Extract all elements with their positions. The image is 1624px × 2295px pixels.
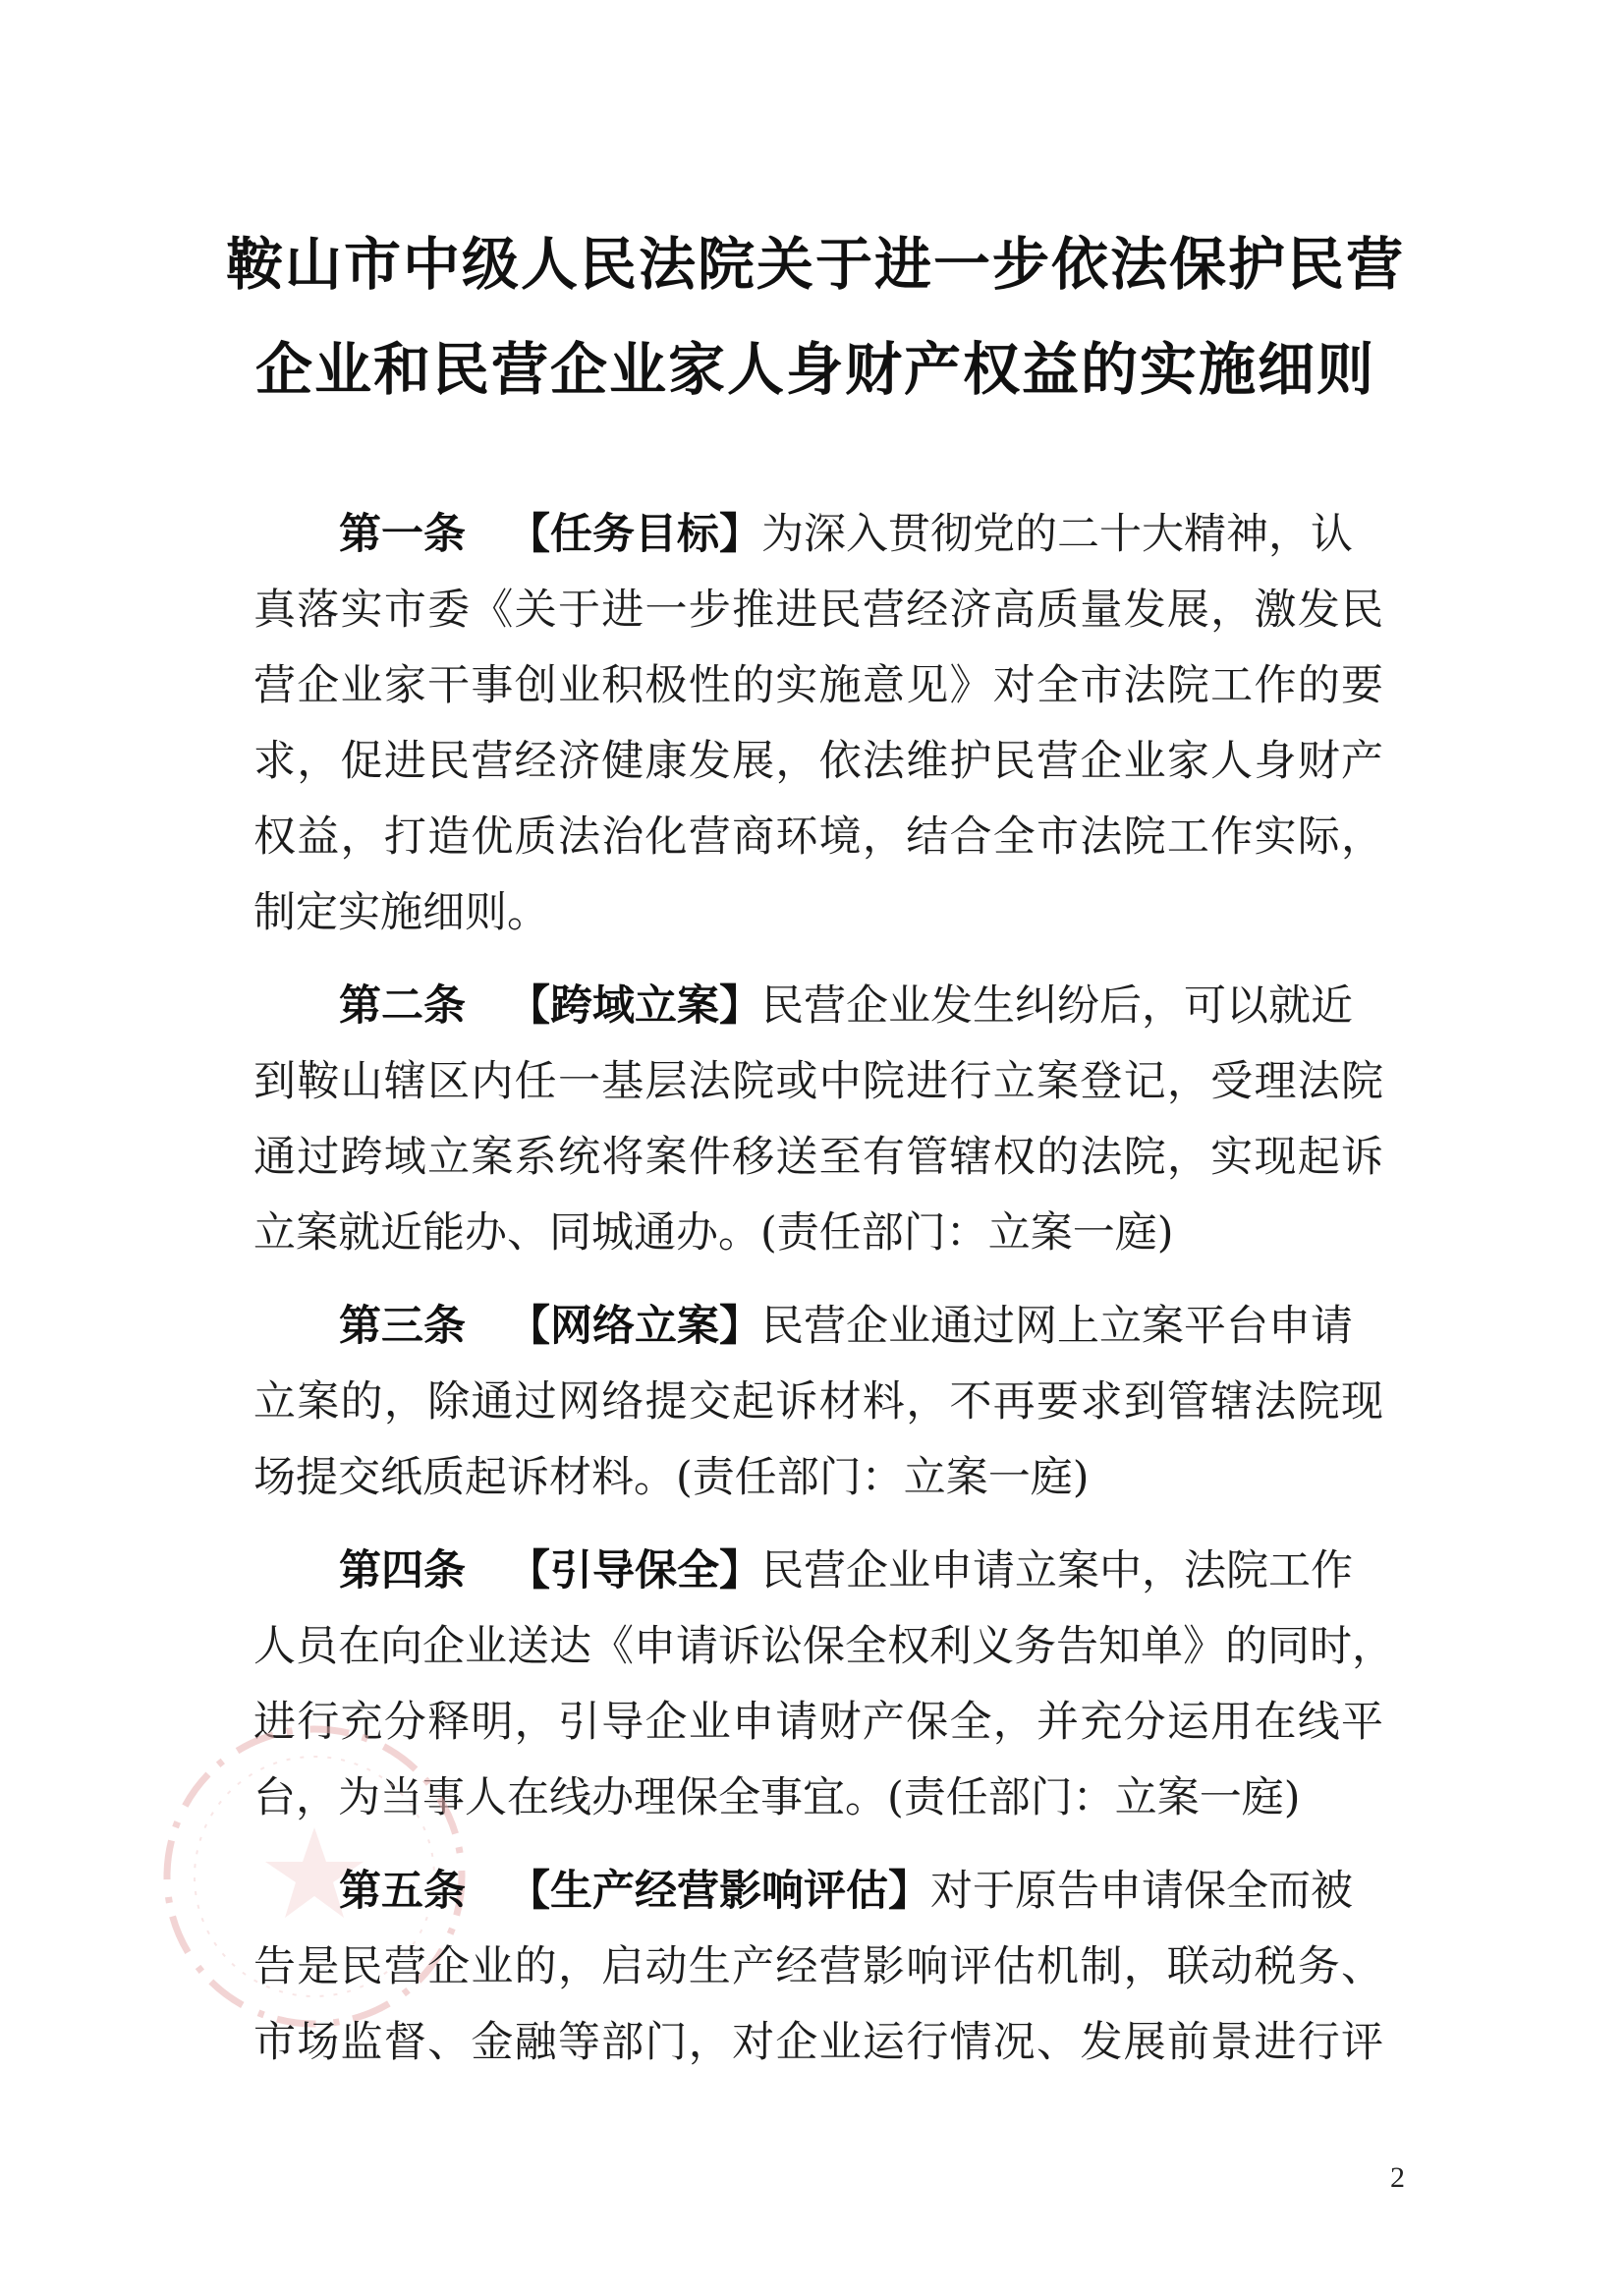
article-text: 民营企业通过网上立案平台申请 bbox=[761, 1302, 1353, 1351]
article-number: 第五条 bbox=[339, 1867, 466, 1916]
article-text: 为深入贯彻党的二十大精神，认 bbox=[761, 510, 1353, 559]
article-heading: 【生产经营影响评估】 bbox=[508, 1867, 930, 1916]
article-number: 第一条 bbox=[339, 510, 466, 559]
article-line: 进行充分释明，引导企业申请财产保全，并充分运用在线平 bbox=[253, 1698, 1383, 1747]
article-line: 人员在向企业送达《申请诉讼保全权利义务告知单》的同时， bbox=[253, 1622, 1394, 1671]
article-1-first-line bbox=[339, 511, 1383, 558]
article-line: 权益，打造优质法治化营商环境，结合全市法院工作实际， bbox=[253, 812, 1383, 862]
article-line: 台，为当事人在线办理保全事宜。(责任部门：立案一庭) bbox=[253, 1773, 1301, 1822]
article-heading: 【跨域立案】 bbox=[508, 981, 761, 1031]
article-number: 第二条 bbox=[339, 981, 466, 1031]
article-line: 场提交纸质起诉材料。(责任部门：立案一庭) bbox=[253, 1453, 1090, 1502]
article-2-first-line bbox=[339, 982, 1383, 1030]
article-line: 制定实施细则。 bbox=[253, 888, 549, 937]
article-line: 立案的，除通过网络提交起诉材料，不再要求到管辖法院现 bbox=[253, 1377, 1383, 1427]
article-heading: 【任务目标】 bbox=[508, 510, 761, 559]
article-line: 营企业家干事创业积极性的实施意见》对全市法院工作的要 bbox=[253, 661, 1383, 710]
article-line: 立案就近能办、同城通办。(责任部门：立案一庭) bbox=[253, 1208, 1174, 1258]
document-title-line-2: 企业和民营企业家人身财产权益的实施细则 bbox=[254, 336, 1375, 403]
article-line: 求，促进民营经济健康发展，依法维护民营企业家人身财产 bbox=[253, 737, 1383, 786]
article-text: 民营企业申请立案中，法院工作 bbox=[761, 1546, 1353, 1595]
article-4-first-line bbox=[339, 1547, 1383, 1595]
article-line: 真落实市委《关于进一步推进民营经济高质量发展，激发民 bbox=[253, 586, 1383, 635]
document-title-line-1: 鞍山市中级人民法院关于进一步依法保护民营 bbox=[226, 231, 1406, 298]
article-line: 通过跨域立案系统将案件移送至有管辖权的法院，实现起诉 bbox=[253, 1133, 1383, 1182]
article-text: 对于原告申请保全而被 bbox=[930, 1867, 1353, 1916]
article-text: 民营企业发生纠纷后，可以就近 bbox=[761, 981, 1353, 1031]
article-number: 第四条 bbox=[339, 1546, 466, 1595]
page-number: 2 bbox=[1390, 2161, 1405, 2194]
article-number: 第三条 bbox=[339, 1302, 466, 1351]
article-line: 告是民营企业的，启动生产经营影响评估机制，联动税务、 bbox=[253, 1942, 1383, 1991]
article-heading: 【引导保全】 bbox=[508, 1546, 761, 1595]
article-3-first-line bbox=[339, 1303, 1383, 1350]
article-line: 市场监督、金融等部门，对企业运行情况、发展前景进行评 bbox=[253, 2018, 1383, 2067]
article-heading: 【网络立案】 bbox=[508, 1302, 761, 1351]
article-line: 到鞍山辖区内任一基层法院或中院进行立案登记，受理法院 bbox=[253, 1057, 1383, 1106]
article-5-first-line bbox=[339, 1868, 1383, 1915]
